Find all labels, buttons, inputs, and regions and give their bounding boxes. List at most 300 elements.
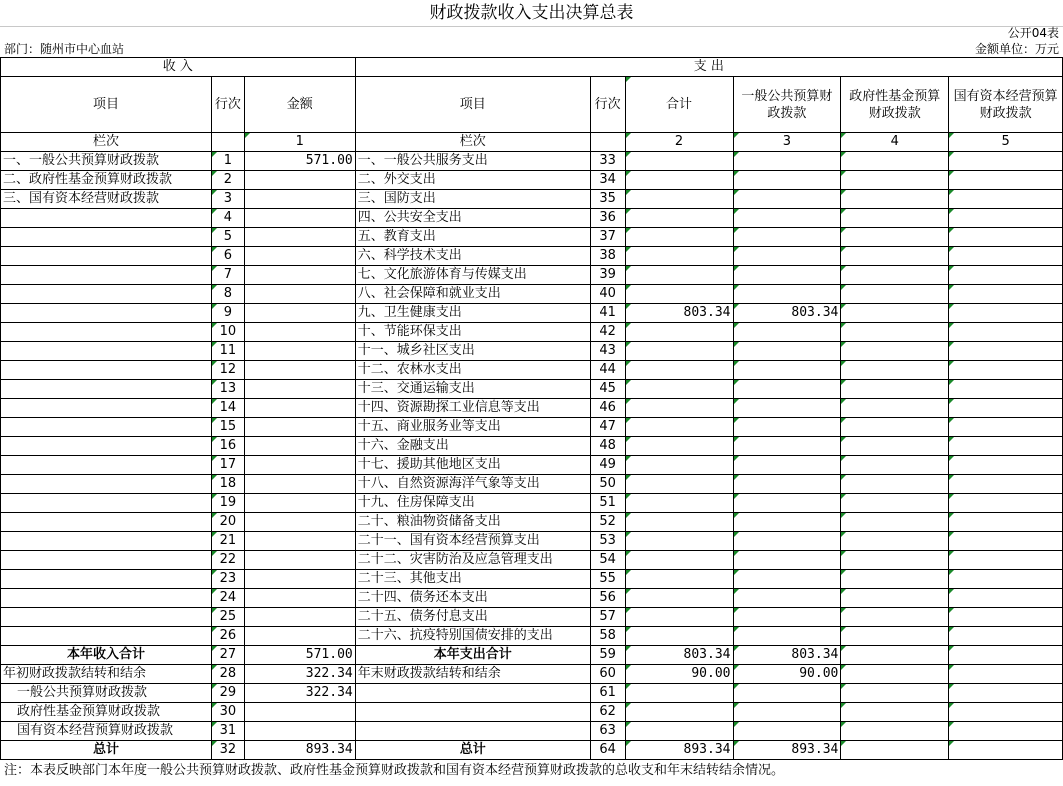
gen-budget-cell	[733, 475, 841, 494]
state-capital-cell	[949, 665, 1063, 684]
state-capital-cell	[949, 171, 1063, 190]
col-num-3: 3	[733, 133, 841, 152]
col-num-2: 2	[625, 133, 733, 152]
col-blank	[211, 133, 244, 152]
state-capital-cell	[949, 399, 1063, 418]
expense-item-cell: 三、国防支出	[355, 190, 590, 209]
gov-fund-cell	[841, 323, 949, 342]
expense-line-cell: 43	[590, 342, 625, 361]
income-amount-cell	[244, 418, 355, 437]
expense-item-cell: 总计	[355, 741, 590, 760]
expense-item-cell: 十五、商业服务业等支出	[355, 418, 590, 437]
gov-fund-cell	[841, 627, 949, 646]
income-item-cell	[1, 532, 212, 551]
col-num-5: 5	[949, 133, 1063, 152]
state-capital-cell	[949, 456, 1063, 475]
state-capital-cell	[949, 418, 1063, 437]
income-amount-cell	[244, 513, 355, 532]
total-cell	[625, 627, 733, 646]
income-amount-cell	[244, 323, 355, 342]
total-cell: 803.34	[625, 646, 733, 665]
expense-item-cell: 十六、金融支出	[355, 437, 590, 456]
state-capital-cell	[949, 684, 1063, 703]
income-line-cell: 16	[211, 437, 244, 456]
income-item-cell	[1, 551, 212, 570]
table-row	[1, 703, 1063, 722]
state-capital-cell	[949, 247, 1063, 266]
gen-budget-cell	[733, 722, 841, 741]
expense-line-cell: 63	[590, 722, 625, 741]
income-line-cell: 28	[211, 665, 244, 684]
income-item-cell	[1, 418, 212, 437]
expense-line-cell: 49	[590, 456, 625, 475]
expense-line-cell: 45	[590, 380, 625, 399]
total-cell: 90.00	[625, 665, 733, 684]
income-line-cell: 20	[211, 513, 244, 532]
expense-line-cell: 52	[590, 513, 625, 532]
total-cell	[625, 437, 733, 456]
income-line-cell: 25	[211, 608, 244, 627]
gen-budget-cell: 803.34	[733, 646, 841, 665]
state-capital-cell	[949, 209, 1063, 228]
income-line-cell: 18	[211, 475, 244, 494]
total-cell	[625, 456, 733, 475]
gov-fund-cell	[841, 285, 949, 304]
total-cell	[625, 589, 733, 608]
expense-line-cell: 33	[590, 152, 625, 171]
total-cell	[625, 532, 733, 551]
expense-item-cell: 二十一、国有资本经营预算支出	[355, 532, 590, 551]
state-capital-cell	[949, 285, 1063, 304]
income-amount-cell	[244, 285, 355, 304]
income-item-cell	[1, 342, 212, 361]
state-capital-cell	[949, 494, 1063, 513]
income-item-cell	[1, 399, 212, 418]
total-cell	[625, 380, 733, 399]
income-amount-cell	[244, 190, 355, 209]
total-cell	[625, 152, 733, 171]
state-capital-cell	[949, 228, 1063, 247]
table-row	[1, 551, 1063, 570]
expense-line-cell: 62	[590, 703, 625, 722]
gen-budget-cell	[733, 456, 841, 475]
expense-item-cell: 四、公共安全支出	[355, 209, 590, 228]
gov-fund-cell	[841, 475, 949, 494]
income-line-cell: 26	[211, 627, 244, 646]
expense-line-cell: 40	[590, 285, 625, 304]
expense-item-cell: 二十五、债务付息支出	[355, 608, 590, 627]
state-capital-cell	[949, 532, 1063, 551]
income-amount-cell	[244, 399, 355, 418]
expense-item-cell: 九、卫生健康支出	[355, 304, 590, 323]
total-cell	[625, 570, 733, 589]
income-item-cell	[1, 608, 212, 627]
gen-budget-cell	[733, 323, 841, 342]
income-item-cell	[1, 494, 212, 513]
total-cell	[625, 703, 733, 722]
income-amount-cell	[244, 380, 355, 399]
table-row	[1, 627, 1063, 646]
income-item-cell	[1, 627, 212, 646]
income-amount-cell: 571.00	[244, 646, 355, 665]
income-item-cell	[1, 266, 212, 285]
expense-item-cell: 二十二、灾害防治及应急管理支出	[355, 551, 590, 570]
expense-item-cell: 一、一般公共服务支出	[355, 152, 590, 171]
footnote: 注：本表反映部门本年度一般公共预算财政拨款、政府性基金预算财政拨款和国有资本经营预算财政拨款的总收支和年末结转结余情况。	[4, 763, 785, 778]
gen-budget-cell	[733, 285, 841, 304]
expense-item-cell: 五、教育支出	[355, 228, 590, 247]
table-row	[1, 513, 1063, 532]
total-cell	[625, 285, 733, 304]
expense-item-cell: 十四、资源勘探工业信息等支出	[355, 399, 590, 418]
col-label-income: 栏次	[1, 133, 212, 152]
table-row	[1, 171, 1063, 190]
gov-fund-cell	[841, 152, 949, 171]
income-amount-cell	[244, 703, 355, 722]
income-item-cell: 一、一般公共预算财政拨款	[1, 152, 212, 171]
gen-budget-cell	[733, 380, 841, 399]
income-amount-cell	[244, 570, 355, 589]
table-row	[1, 646, 1063, 665]
expense-line-cell: 64	[590, 741, 625, 760]
income-line-cell: 15	[211, 418, 244, 437]
total-cell	[625, 722, 733, 741]
state-capital-cell	[949, 266, 1063, 285]
expense-item-cell: 七、文化旅游体育与传媒支出	[355, 266, 590, 285]
expense-item-cell: 二十六、抗疫特别国债安排的支出	[355, 627, 590, 646]
income-line-cell: 12	[211, 361, 244, 380]
income-item-cell: 一般公共预算财政拨款	[1, 684, 212, 703]
expense-line-cell: 38	[590, 247, 625, 266]
gov-fund-cell	[841, 304, 949, 323]
income-amount-cell: 322.34	[244, 684, 355, 703]
col-label-expense: 栏次	[355, 133, 590, 152]
gen-budget-cell	[733, 247, 841, 266]
income-item-cell	[1, 589, 212, 608]
table-row	[1, 589, 1063, 608]
income-amount-cell: 893.34	[244, 741, 355, 760]
income-item-cell	[1, 570, 212, 589]
gov-fund-cell	[841, 456, 949, 475]
table-row	[1, 475, 1063, 494]
gen-budget-cell	[733, 152, 841, 171]
table-row	[1, 342, 1063, 361]
summary-table	[0, 57, 1063, 760]
table-row	[1, 665, 1063, 684]
gov-fund-cell	[841, 399, 949, 418]
income-item-cell	[1, 209, 212, 228]
gov-fund-cell	[841, 589, 949, 608]
gen-budget-header: 一般公共预算财政拨款	[733, 77, 841, 133]
form-code: 公开04表	[1007, 26, 1059, 40]
income-amount-cell	[244, 722, 355, 741]
total-cell	[625, 475, 733, 494]
income-line-cell: 27	[211, 646, 244, 665]
table-row	[1, 380, 1063, 399]
table-row	[1, 418, 1063, 437]
gen-budget-cell	[733, 494, 841, 513]
income-amount-cell	[244, 494, 355, 513]
expense-item-cell: 十一、城乡社区支出	[355, 342, 590, 361]
income-item-cell: 二、政府性基金预算财政拨款	[1, 171, 212, 190]
income-item-cell	[1, 513, 212, 532]
income-amount-cell	[244, 608, 355, 627]
total-cell	[625, 266, 733, 285]
expense-line-cell: 56	[590, 589, 625, 608]
state-capital-cell	[949, 380, 1063, 399]
income-line-cell: 6	[211, 247, 244, 266]
income-section-header: 收 入	[1, 58, 356, 77]
gov-fund-cell	[841, 418, 949, 437]
total-header: 合计	[625, 77, 733, 133]
total-cell: 803.34	[625, 304, 733, 323]
gov-fund-cell	[841, 380, 949, 399]
gen-budget-cell: 90.00	[733, 665, 841, 684]
expense-item-cell: 八、社会保障和就业支出	[355, 285, 590, 304]
income-line-header: 行次	[211, 77, 244, 133]
gov-fund-cell	[841, 741, 949, 760]
expense-item-cell: 二、外交支出	[355, 171, 590, 190]
gov-fund-cell	[841, 722, 949, 741]
expense-item-cell: 十、节能环保支出	[355, 323, 590, 342]
income-line-cell: 31	[211, 722, 244, 741]
income-item-cell: 总计	[1, 741, 212, 760]
department-label: 部门：随州市中心血站	[4, 42, 125, 56]
expense-line-cell: 61	[590, 684, 625, 703]
income-item-cell	[1, 304, 212, 323]
income-amount-cell	[244, 304, 355, 323]
total-cell	[625, 171, 733, 190]
gen-budget-cell	[733, 589, 841, 608]
gov-fund-cell	[841, 646, 949, 665]
gov-fund-cell	[841, 494, 949, 513]
table-row	[1, 361, 1063, 380]
income-amount-cell	[244, 228, 355, 247]
income-item-cell: 国有资本经营预算财政拨款	[1, 722, 212, 741]
total-cell	[625, 361, 733, 380]
income-line-cell: 11	[211, 342, 244, 361]
expense-line-cell: 37	[590, 228, 625, 247]
expense-line-cell: 46	[590, 399, 625, 418]
gen-budget-cell	[733, 532, 841, 551]
table-row	[1, 209, 1063, 228]
page-title: 财政拨款收入支出决算总表	[429, 3, 634, 23]
gov-fund-cell	[841, 665, 949, 684]
expense-line-cell: 60	[590, 665, 625, 684]
expense-line-cell: 57	[590, 608, 625, 627]
total-cell	[625, 418, 733, 437]
income-amount-cell	[244, 361, 355, 380]
income-line-cell: 30	[211, 703, 244, 722]
total-cell	[625, 513, 733, 532]
expense-line-cell: 55	[590, 570, 625, 589]
state-capital-cell	[949, 342, 1063, 361]
expense-item-cell: 二十三、其他支出	[355, 570, 590, 589]
income-line-cell: 13	[211, 380, 244, 399]
state-capital-cell	[949, 703, 1063, 722]
gov-fund-cell	[841, 361, 949, 380]
income-line-cell: 22	[211, 551, 244, 570]
income-item-cell: 年初财政拨款结转和结余	[1, 665, 212, 684]
income-item-cell: 政府性基金预算财政拨款	[1, 703, 212, 722]
gov-fund-cell	[841, 190, 949, 209]
table-row	[1, 304, 1063, 323]
expense-item-cell: 年末财政拨款结转和结余	[355, 665, 590, 684]
expense-section-header: 支 出	[355, 58, 1062, 77]
income-line-cell: 29	[211, 684, 244, 703]
gen-budget-cell	[733, 437, 841, 456]
income-line-cell: 7	[211, 266, 244, 285]
expense-line-cell: 36	[590, 209, 625, 228]
gen-budget-cell	[733, 399, 841, 418]
income-item-cell	[1, 228, 212, 247]
gen-budget-cell	[733, 266, 841, 285]
gov-fund-cell	[841, 247, 949, 266]
income-line-cell: 9	[211, 304, 244, 323]
income-item-cell	[1, 323, 212, 342]
state-capital-cell	[949, 152, 1063, 171]
gov-fund-cell	[841, 703, 949, 722]
state-capital-cell	[949, 551, 1063, 570]
gen-budget-cell	[733, 361, 841, 380]
expense-line-cell: 41	[590, 304, 625, 323]
income-line-cell: 4	[211, 209, 244, 228]
gen-budget-cell	[733, 703, 841, 722]
table-row	[1, 152, 1063, 171]
table-row	[1, 285, 1063, 304]
income-item-cell: 三、国有资本经营财政拨款	[1, 190, 212, 209]
total-cell	[625, 247, 733, 266]
income-item-cell	[1, 361, 212, 380]
income-line-cell: 5	[211, 228, 244, 247]
income-item-header: 项目	[1, 77, 212, 133]
gov-fund-cell	[841, 570, 949, 589]
gen-budget-cell	[733, 342, 841, 361]
table-row	[1, 228, 1063, 247]
income-amount-cell	[244, 266, 355, 285]
income-amount-cell	[244, 475, 355, 494]
expense-line-cell: 34	[590, 171, 625, 190]
income-amount-cell	[244, 627, 355, 646]
total-cell	[625, 608, 733, 627]
income-line-cell: 21	[211, 532, 244, 551]
income-line-cell: 8	[211, 285, 244, 304]
gen-budget-cell	[733, 551, 841, 570]
expense-line-cell: 59	[590, 646, 625, 665]
state-capital-cell	[949, 323, 1063, 342]
income-amount-header: 金额	[244, 77, 355, 133]
table-row	[1, 722, 1063, 741]
income-line-cell: 3	[211, 190, 244, 209]
expense-item-cell: 十九、住房保障支出	[355, 494, 590, 513]
income-line-cell: 17	[211, 456, 244, 475]
expense-line-cell: 53	[590, 532, 625, 551]
state-capital-cell	[949, 608, 1063, 627]
income-line-cell: 23	[211, 570, 244, 589]
gov-fund-cell	[841, 171, 949, 190]
table-row	[1, 456, 1063, 475]
total-cell: 893.34	[625, 741, 733, 760]
total-cell	[625, 228, 733, 247]
gov-fund-cell	[841, 228, 949, 247]
state-capital-cell	[949, 361, 1063, 380]
income-item-cell	[1, 437, 212, 456]
state-capital-cell	[949, 513, 1063, 532]
gen-budget-cell	[733, 190, 841, 209]
expense-line-cell: 48	[590, 437, 625, 456]
income-amount-cell: 571.00	[244, 152, 355, 171]
col-num-4: 4	[841, 133, 949, 152]
table-row	[1, 494, 1063, 513]
income-amount-cell	[244, 456, 355, 475]
total-cell	[625, 399, 733, 418]
state-capital-cell	[949, 570, 1063, 589]
state-capital-cell	[949, 437, 1063, 456]
gen-budget-cell: 803.34	[733, 304, 841, 323]
income-item-cell	[1, 247, 212, 266]
expense-line-cell: 47	[590, 418, 625, 437]
gen-budget-cell	[733, 228, 841, 247]
gov-fund-cell	[841, 513, 949, 532]
total-cell	[625, 494, 733, 513]
income-item-cell	[1, 380, 212, 399]
state-capital-cell	[949, 589, 1063, 608]
income-item-cell	[1, 456, 212, 475]
total-cell	[625, 190, 733, 209]
expense-item-cell: 六、科学技术支出	[355, 247, 590, 266]
state-capital-cell	[949, 722, 1063, 741]
gov-fund-cell	[841, 209, 949, 228]
income-item-cell	[1, 285, 212, 304]
income-amount-cell	[244, 209, 355, 228]
income-amount-cell	[244, 437, 355, 456]
income-line-cell: 2	[211, 171, 244, 190]
gov-fund-cell	[841, 342, 949, 361]
expense-line-cell: 35	[590, 190, 625, 209]
income-amount-cell	[244, 551, 355, 570]
total-cell	[625, 684, 733, 703]
gov-fund-cell	[841, 532, 949, 551]
expense-item-cell	[355, 684, 590, 703]
expense-item-header: 项目	[355, 77, 590, 133]
income-line-cell: 10	[211, 323, 244, 342]
table-row	[1, 741, 1063, 760]
total-cell	[625, 342, 733, 361]
total-cell	[625, 209, 733, 228]
col-blank	[590, 133, 625, 152]
income-amount-cell	[244, 171, 355, 190]
expense-item-cell	[355, 722, 590, 741]
income-amount-cell	[244, 342, 355, 361]
expense-item-cell: 十三、交通运输支出	[355, 380, 590, 399]
table-row	[1, 608, 1063, 627]
total-cell	[625, 323, 733, 342]
income-line-cell: 19	[211, 494, 244, 513]
gov-fund-cell	[841, 684, 949, 703]
income-amount-cell	[244, 532, 355, 551]
gen-budget-cell	[733, 513, 841, 532]
table-row	[1, 247, 1063, 266]
table-row	[1, 437, 1063, 456]
state-capital-cell	[949, 741, 1063, 760]
state-capital-cell	[949, 646, 1063, 665]
income-amount-cell	[244, 589, 355, 608]
table-row	[1, 190, 1063, 209]
gov-fund-header: 政府性基金预算财政拨款	[841, 77, 949, 133]
income-line-cell: 14	[211, 399, 244, 418]
table-row	[1, 399, 1063, 418]
table-row	[1, 323, 1063, 342]
